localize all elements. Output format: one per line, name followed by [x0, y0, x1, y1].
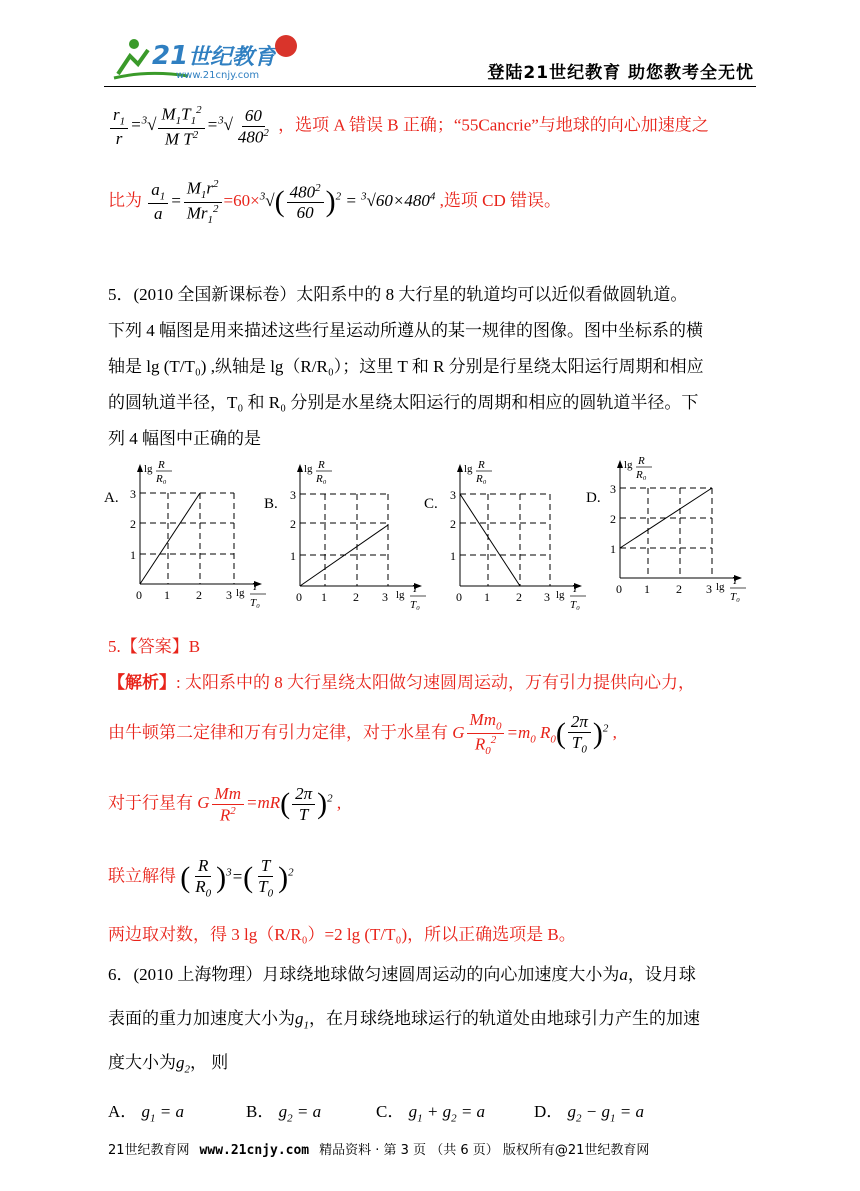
analysis-text: 对于行星有 [108, 793, 193, 813]
sol4-line2-mid: =60× [223, 191, 260, 211]
svg-text:R: R [478, 459, 485, 471]
svg-text:R: R [638, 455, 645, 467]
graph-a [100, 456, 270, 616]
svg-text:lg: lg [236, 587, 245, 599]
svg-text:T₀: T₀ [730, 591, 740, 603]
svg-text:R₀: R₀ [636, 469, 647, 481]
svg-text:3: 3 [544, 590, 550, 604]
svg-text:2: 2 [196, 588, 202, 602]
q6-line1 [108, 960, 696, 985]
svg-text:3: 3 [610, 482, 616, 496]
svg-text:2: 2 [130, 517, 136, 531]
q5-analysis-line3: 对于行星有 G $\frac{Mm}{R^2}$ =mR( $\frac{2\pi}{T}$ )$^2$ , [108, 784, 342, 825]
header-rule [104, 86, 756, 87]
svg-text:0: 0 [616, 582, 622, 596]
logo [108, 30, 308, 86]
svg-text:lg: lg [716, 581, 725, 593]
svg-text:世纪教育: 世纪教育 [188, 45, 277, 70]
graph-label: C. [424, 496, 438, 512]
graph-label: A. [104, 490, 119, 506]
svg-text:lg: lg [396, 589, 405, 601]
q6-text: 6．(2010 上海物理）月球绕地球做匀速圆周运动的向心加速度大小为 [108, 965, 620, 984]
sol4-line1: $\frac{r_1}{r}$ =$^3$√ $\frac{M_1T_1^2}{M T^2}$ =$^3$√ $\frac{60}{480^2}$ ，选项 A 错误 B 正确；“55Cancrie”与地球的向心加速度之 [108, 104, 709, 149]
q5-analysis-line1 [108, 668, 695, 693]
analysis-text: 由牛顿第二定律和万有引力定律，对于水星有 [108, 722, 448, 742]
svg-text:2: 2 [676, 582, 682, 596]
footer-url[interactable]: www.21cnjy.com [199, 1143, 310, 1158]
svg-text:3: 3 [450, 488, 456, 502]
q6-line3: 度大小为$g_2$， 则 [108, 1053, 229, 1076]
svg-text:1: 1 [130, 548, 136, 562]
q6-option-c[interactable]: C． $g_1 + g_2 = a$ [376, 1102, 486, 1125]
q5-line: 5．(2010 全国新课标卷）太阳系中的 8 大行星的轨道均可以近似看做圆轨道。 [108, 285, 688, 304]
option-label: B． [246, 1102, 275, 1121]
svg-text:0: 0 [296, 590, 302, 604]
graph-label: B. [264, 496, 278, 512]
svg-text:3: 3 [382, 590, 388, 604]
svg-text:T: T [732, 575, 739, 587]
svg-text:lg: lg [556, 589, 565, 601]
q6-text: ，在月球绕地球运行的轨道处由地球引力产生的加速 [309, 1009, 700, 1028]
svg-text:3: 3 [130, 487, 136, 501]
sol4-line2-head: 比为 [108, 191, 142, 211]
svg-text:1: 1 [484, 590, 490, 604]
svg-text:3: 3 [706, 582, 712, 596]
q5-line: 列 4 幅图中正确的是 [108, 429, 261, 448]
svg-text:21: 21 [152, 41, 189, 71]
q6-line2: 表面的重力加速度大小为$g_1$，在月球绕地球运行的轨道处由地球引力产生的加速 [108, 1009, 700, 1032]
q6-text: 度大小为 [108, 1053, 176, 1072]
svg-text:0: 0 [136, 588, 142, 602]
analysis-text: 联立解得 [108, 866, 176, 886]
svg-text:T: T [412, 583, 419, 595]
svg-text:2: 2 [353, 590, 359, 604]
svg-text:R: R [158, 459, 165, 471]
q6-option-d[interactable]: D． $g_2 - g_1 = a$ [534, 1102, 644, 1125]
graph-d [584, 452, 754, 612]
footer-right: 精品资料 · 第 3 页 （共 6 页） 版权所有@21世纪教育网 [319, 1143, 650, 1158]
q5-line: 的圆轨道半径，T₀ 和 R₀ 分别是水星绕太阳运行的周期和相应的圆轨道半径。下 [108, 393, 699, 412]
svg-text:1: 1 [164, 588, 170, 602]
header-slogan: 登陆21世纪教育 助您教考全无忧 [487, 63, 754, 83]
q6-var: a [619, 965, 628, 984]
footer [108, 1139, 649, 1158]
q5-analysis-line5: 两边取对数，得 3 lg（R/R₀）=2 lg (T/T₀)，所以正确选项是 B。 [108, 925, 576, 944]
q5-analysis-line2: 由牛顿第二定律和万有引力定律，对于水星有 G $\frac{Mm_0}{R_0^2}$ $=m_0$ $R_0$( $\frac{2\pi}{T_0}$ )$^2$ , [108, 710, 617, 758]
graph-label: D. [586, 490, 601, 506]
q6-text: 表面的重力加速度大小为 [108, 1009, 295, 1028]
svg-text:2: 2 [610, 512, 616, 526]
svg-text:2: 2 [290, 517, 296, 531]
svg-text:R: R [318, 459, 325, 471]
svg-text:2: 2 [450, 517, 456, 531]
q6-option-a[interactable]: A． $g_1 = a$ [108, 1102, 185, 1125]
q6-text: ，设月球 [627, 965, 696, 984]
svg-text:lg: lg [464, 463, 473, 475]
svg-text:www.21cnjy.com: www.21cnjy.com [176, 70, 260, 81]
analysis-label: 【解析】 [108, 673, 176, 692]
graph-b [262, 456, 432, 616]
svg-text:lg: lg [144, 463, 153, 475]
q5-analysis-line4: 联立解得 ( $\frac{R}{R_0}$ )$^3$=( $\frac{T}{T_0}$ )$^2$ [108, 856, 294, 899]
svg-text:R₀: R₀ [476, 473, 487, 485]
svg-text:1: 1 [321, 590, 327, 604]
option-label: D． [534, 1102, 564, 1121]
svg-text:1: 1 [290, 549, 296, 563]
option-label: A． [108, 1102, 138, 1121]
svg-text:R₀: R₀ [316, 473, 327, 485]
graph-c [422, 456, 592, 616]
svg-text:T₀: T₀ [570, 599, 580, 611]
q6-text: ， 则 [190, 1053, 229, 1072]
q5-line: 下列 4 幅图是用来描述这些行星运动所遵从的某一规律的图像。图中坐标系的横 [108, 321, 703, 340]
option-label: C． [376, 1102, 405, 1121]
svg-text:T₀: T₀ [410, 599, 420, 611]
q5-line: 轴是 lg (T/T₀) ,纵轴是 lg（R/R₀）；这里 T 和 R 分别是行星绕太阳运行周期和相应 [108, 357, 704, 376]
q5-answer: 5.【答案】B [108, 637, 201, 656]
svg-text:lg: lg [304, 463, 313, 475]
sol4-line2-tail: ,选项 CD 错误。 [439, 191, 561, 211]
svg-text:3: 3 [290, 488, 296, 502]
svg-text:0: 0 [456, 590, 462, 604]
svg-text:1: 1 [610, 542, 616, 556]
q6-option-b[interactable]: B． $g_2 = a$ [246, 1102, 322, 1125]
svg-text:lg: lg [624, 459, 633, 471]
footer-left: 21世纪教育网 [108, 1143, 190, 1158]
svg-text:T: T [252, 581, 259, 593]
svg-text:1: 1 [644, 582, 650, 596]
svg-text:T: T [572, 583, 579, 595]
svg-text:3: 3 [226, 588, 232, 602]
sol4-line2: 比为 $\frac{a_1}{a}$ = $\frac{M_1r^2}{Mr_1^2}$ =60×$^3$√( $\frac{480^2}{60}$ )$^2 = ^3√60\times 480^4$ ,选项 CD 错误。 [108, 178, 561, 226]
analysis-text: : 太阳系中的 8 大行星绕太阳做匀速圆周运动，万有引力提供向心力， [176, 673, 695, 692]
sol4-line1-text: ，选项 A 错误 B 正确；“55Cancrie”与地球的向心加速度之 [278, 115, 709, 135]
svg-text:2: 2 [516, 590, 522, 604]
svg-text:1: 1 [450, 549, 456, 563]
svg-text:R₀: R₀ [156, 473, 167, 485]
svg-text:T₀: T₀ [250, 597, 260, 609]
